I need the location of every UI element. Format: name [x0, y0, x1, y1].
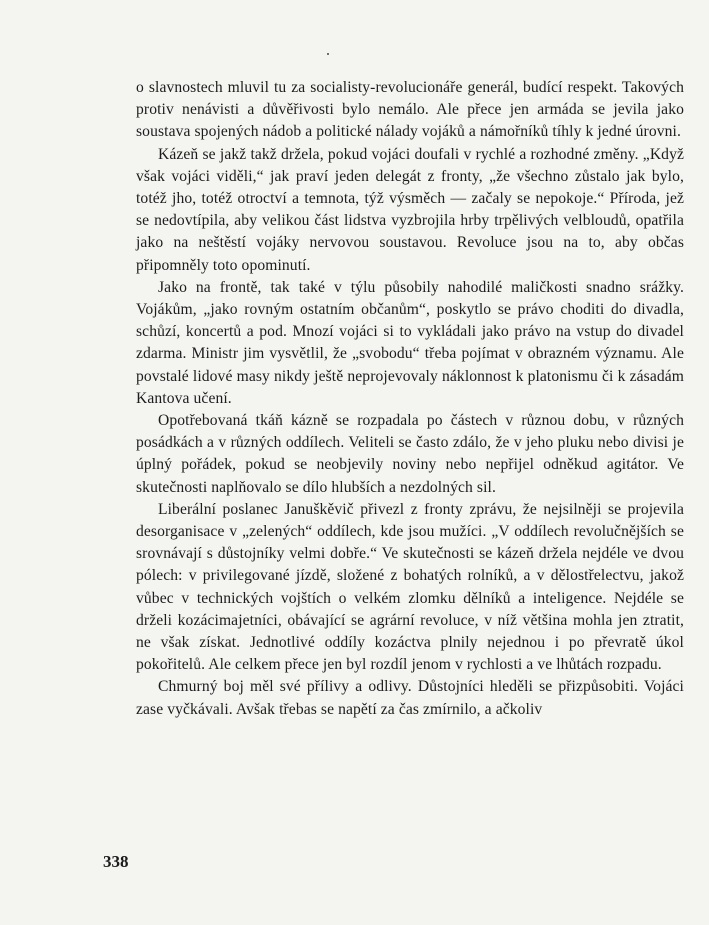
- speck-mark: [327, 53, 329, 55]
- page-number: 338: [103, 852, 129, 871]
- body-text: [136, 77, 684, 721]
- paragraph-1: o slavnostech mluvil tu za socialisty-revolucionáře generál, budící respekt. Takových protiv nenávisti a důvěřivosti bylo nemálo. Ale přece jen armáda se jevila jako soustava spojených nádob a politické nálady vojáků a námořníků tíhly k jedné úrovni.: [136, 79, 684, 141]
- paragraph-6: Chmurný boj měl své přílivy a odlivy. Důstojníci hleděli se přizpůsobiti. Vojáci zase vyčkávali. Avšak třebas se napětí za čas zmírnilo, a ačkoliv: [136, 678, 684, 718]
- paragraph-4: Opotřebovaná tkáň kázně se rozpadala po částech v různou dobu, v různých posádkách a v různých oddílech. Veliteli se často zdálo, že v jeho pluku nebo divisi je úplný pořádek, pokud se neobjevily noviny nebo nepřijel odněkud agitátor. Ve skutečnosti naplňovalo se dílo hlubších a nezdolných sil.: [136, 412, 684, 496]
- paragraph-3: Jako na frontě, tak také v týlu působily nahodilé maličkosti snadno srážky. Vojákům, „jako rovným ostatním občanům“, poskytlo se právo choditi do divadla, schůzí, koncertů a pod. Mnozí vojáci si to vykládali jako právo na vstup do divadel zdarma. Ministr jim vysvětlil, že „svobodu“ třeba pojímat v obrazném významu. Ale povstalé lidové masy nikdy ještě neprojevovaly náklonnost k platonismu či k zásadám Kantova učení.: [136, 278, 684, 407]
- paragraph-2: Kázeň se jakž takž držela, pokud vojáci doufali v rychlé a rozhodné změny. „Když však vojáci viděli,“ jak praví jeden delegát z fronty, „že všechno zůstalo jak bylo, totéž jho, totéž otroctví a temnota, týž výsměch — začaly se nepokoje.“ Příroda, jež se nedovtípila, aby velikou část lidstva vyzbrojila hrby trpělivých velbloudů, opatřila jako na neštěstí vojáky nervovou soustavou. Revoluce jsou na to, aby občas připomněly toto opominutí.: [136, 145, 684, 274]
- paragraph-5: Liberální poslanec Januškěvič přivezl z fronty zprávu, že nejsilněji se projevila desorganisace v „zelených“ oddílech, kde jsou mužíci. „V oddílech revolučnějších se srovnávají s důstojníky velmi dobře.“ Ve skutečnosti se kázeň držela nejdéle ve dvou pólech: v privilegované jízdě, složené z bohatých rolníků, a v dělostřelectvu, jakož vůbec v technických vojštích o velkém zlomku dělníků a inteligence. Nejdéle se drželi kozácimajetníci, obávající se agrární revoluce, v níž většina mohla jen ztratit, ne však získat. Jednotlivé oddíly kozáctva plnily nejednou i po převratě úkol pokořitelů. Ale celkem přece jen byl rozdíl jenom v rychlosti a ve lhůtách rozpadu.: [136, 500, 684, 674]
